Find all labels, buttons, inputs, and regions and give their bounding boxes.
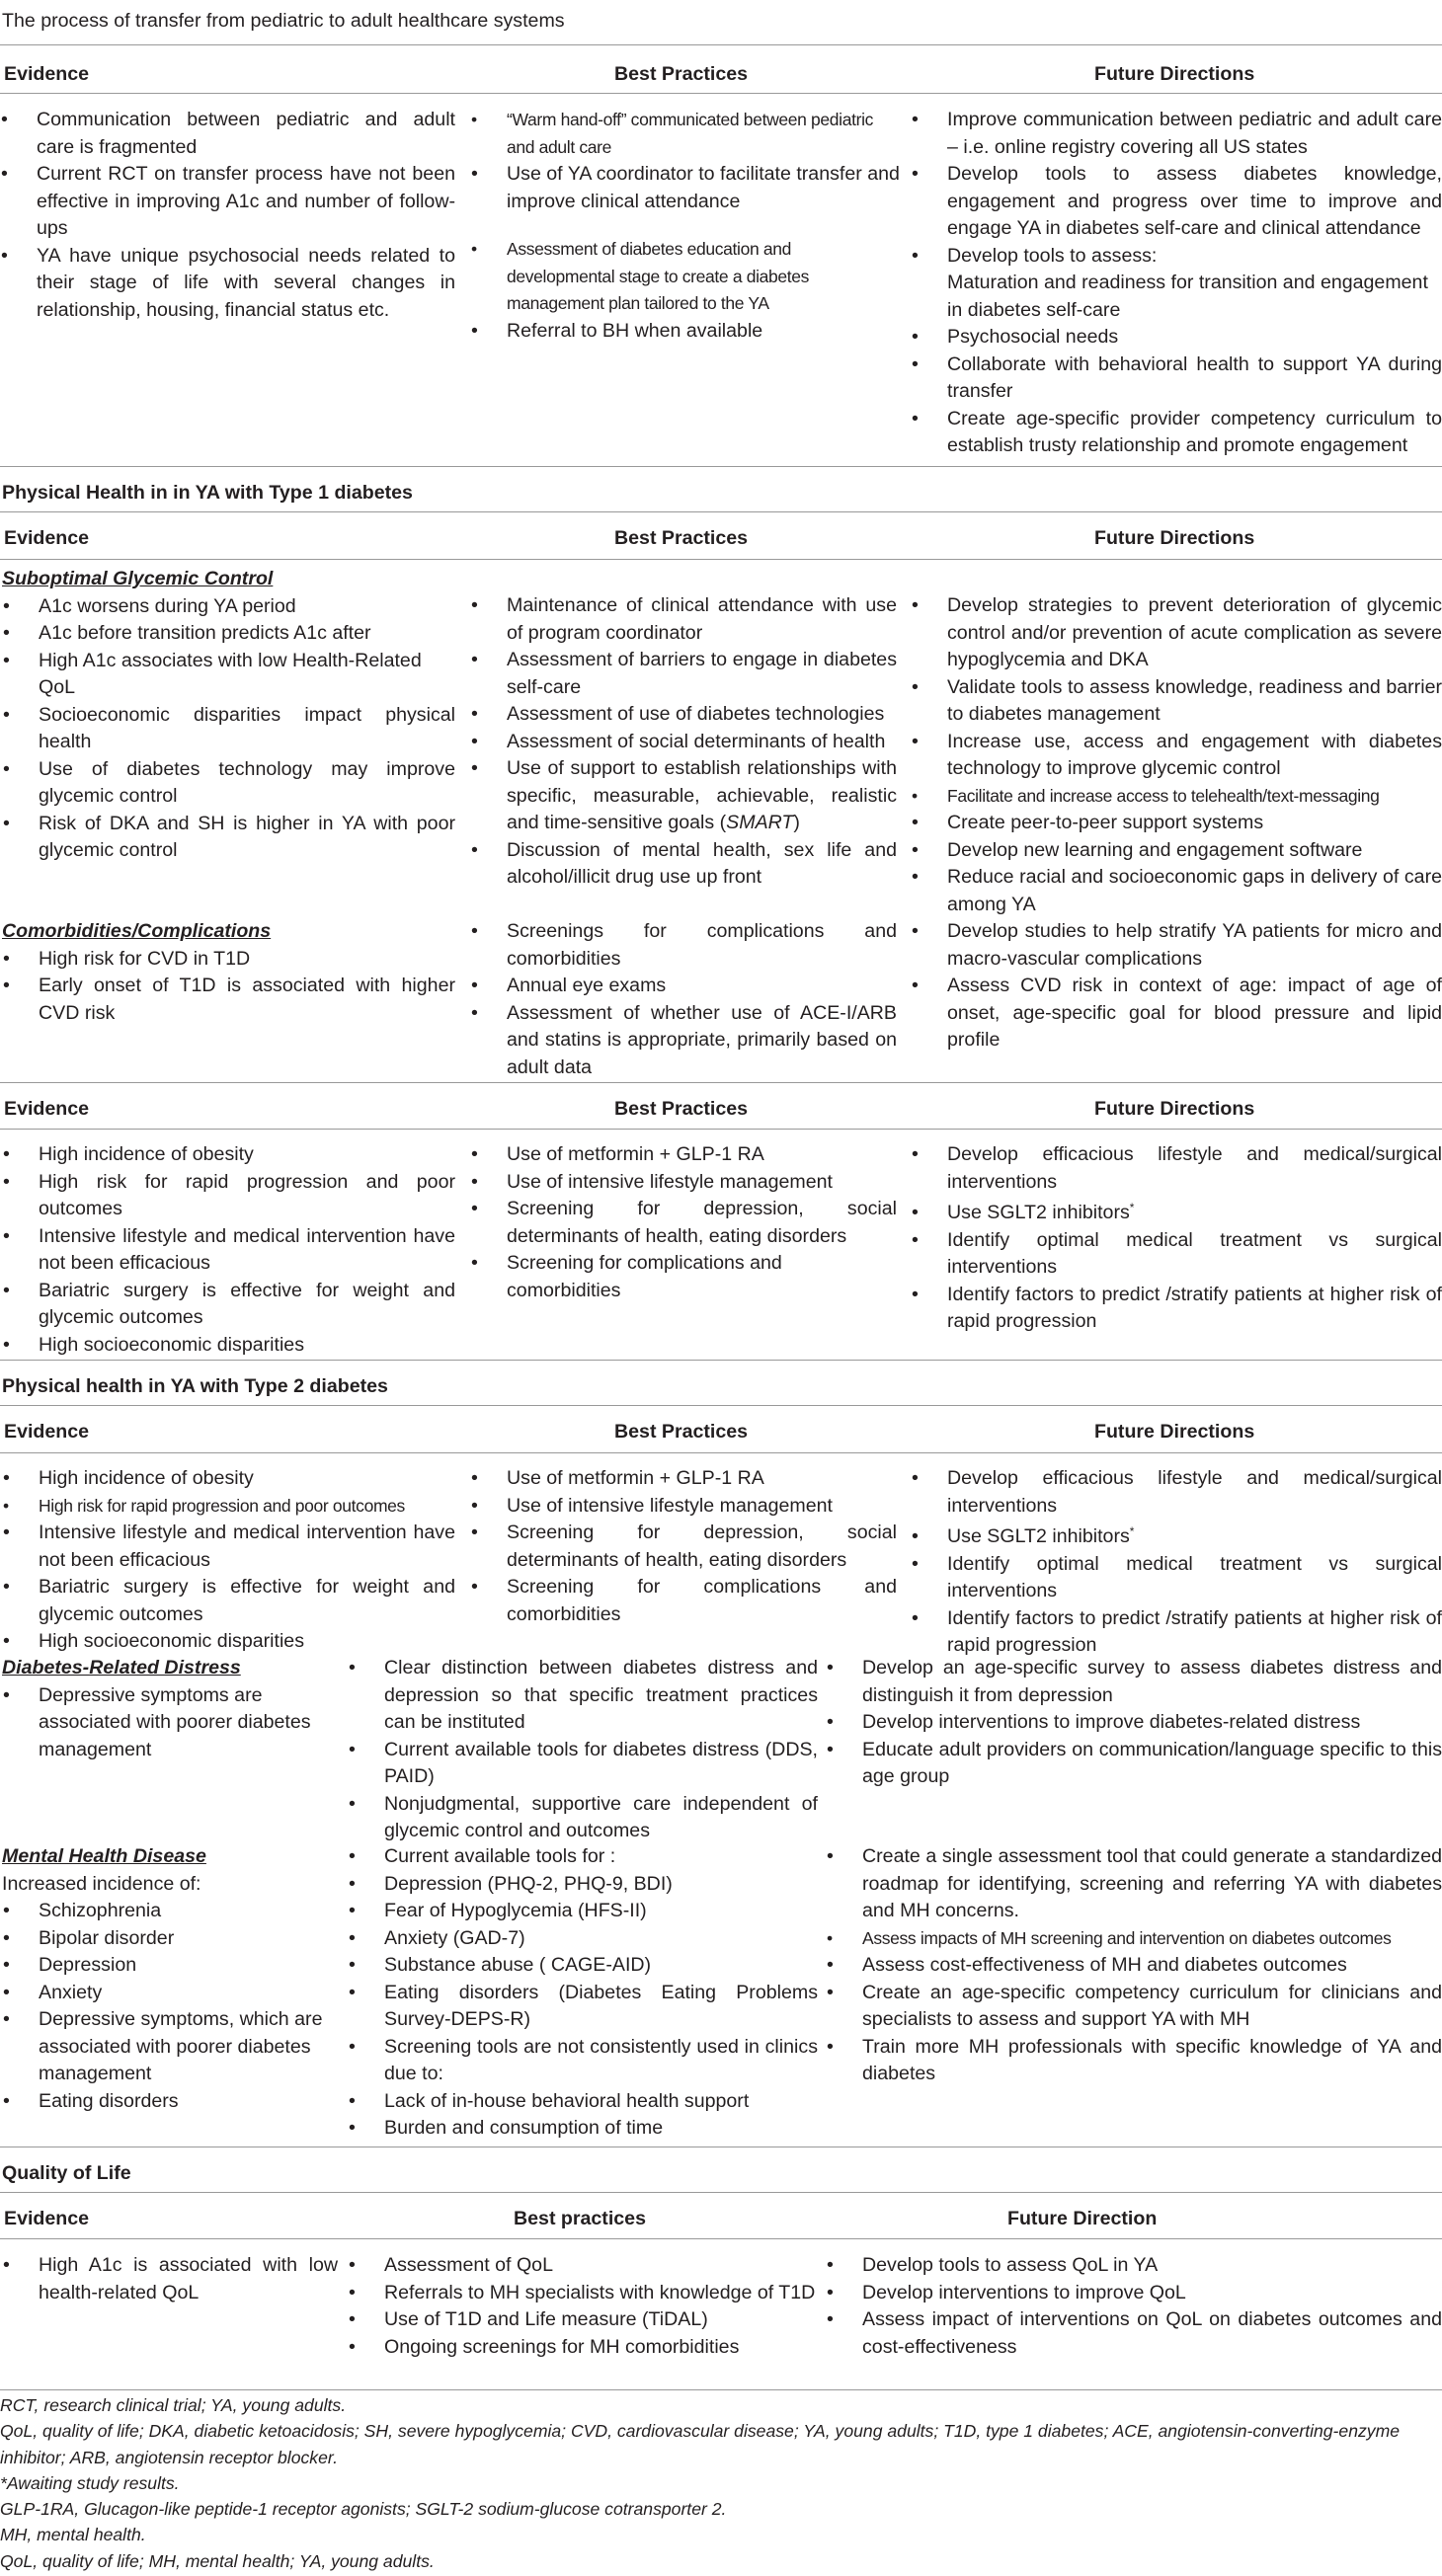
- list-item-text: Use SGLT2 inhibitors: [947, 1202, 1130, 1223]
- subsection-title: Suboptimal Glycemic Control: [2, 568, 274, 589]
- list-item: • High socioeconomic disparities: [2, 1628, 455, 1656]
- list-item-text: Use SGLT2 inhibitors: [947, 1525, 1130, 1547]
- list-item: • High incidence of obesity: [2, 1465, 455, 1493]
- list-item: Maturation and readiness for transition and engagement in diabetes self-care: [947, 272, 1428, 321]
- list-item: • YA have unique psychosocial needs related to their stage of life with several changes in relationship, housing, financial status etc.: [0, 243, 455, 325]
- list-item: • Use of diabetes technology may improve glycemic control: [2, 756, 455, 811]
- list-item: • Risk of DKA and SH is higher in YA with poor glycemic control: [2, 811, 455, 865]
- list-item-text: Use of support to establish relationships with specific, measurable, achievable, realistic and time-sensitive goals (: [507, 757, 897, 833]
- transfer-evidence-column: [0, 107, 455, 324]
- list-item: • Develop studies to help stratify YA patients for micro and macro-vascular complications: [911, 918, 1442, 973]
- list-item: • Develop tools to assess:: [911, 243, 1442, 271]
- section-title-t1d: Physical Health in in YA with Type 1 diabetes: [2, 482, 413, 504]
- divider: [0, 1129, 1442, 1130]
- list-item: • Develop tools to assess diabetes knowledge, engagement and progress over time to improve and engage YA in diabetes self-care and clinical attendance: [911, 161, 1442, 243]
- list-item: • Nonjudgmental, supportive care independent of glycemic control and outcomes: [348, 1791, 818, 1845]
- list-item: • Screenings for complications and comorbidities: [470, 918, 897, 973]
- divider: [0, 1405, 1442, 1406]
- glycemic-future-column: [911, 592, 1442, 918]
- list-item: • Create peer-to-peer support systems: [911, 810, 1442, 837]
- list-item: • Eating disorders (Diabetes Eating Problems Survey-DEPS-R): [348, 1980, 818, 2034]
- divider: [0, 2238, 1442, 2239]
- list-item: [911, 1523, 1442, 1551]
- list-item: • Assessment of use of diabetes technologies: [470, 701, 897, 729]
- list-item: • Substance abuse ( CAGE-AID): [348, 1952, 818, 1980]
- column-header-best-practices: Best Practices: [614, 1098, 749, 1120]
- column-header-evidence: Evidence: [4, 63, 90, 85]
- column-header-future-directions: Future Directions: [1094, 1098, 1255, 1120]
- list-item: • Current RCT on transfer process have not been effective in improving A1c and number of follow-ups: [0, 161, 455, 243]
- list-item: • Develop efficacious lifestyle and medical/surgical interventions: [911, 1141, 1442, 1196]
- list-item: • Use of intensive lifestyle management: [470, 1493, 897, 1521]
- list-item: • Screening for complications and comorbidities: [470, 1574, 897, 1628]
- list-item: • Socioeconomic disparities impact physical health: [2, 702, 455, 756]
- divider: [0, 511, 1442, 512]
- footnote-marker: *: [1129, 1524, 1135, 1538]
- list-item: • Identify factors to predict /stratify patients at higher risk of rapid progression: [911, 1282, 1442, 1336]
- block3-future-column: [911, 1141, 1442, 1336]
- divider: [0, 44, 1442, 45]
- section-title-qol: Quality of Life: [2, 2162, 131, 2184]
- list-item: • Depressive symptoms, which are associated with poorer diabetes management: [2, 2006, 338, 2088]
- list-item: • High risk for CVD in T1D: [2, 946, 455, 974]
- list-item: • High risk for rapid progression and poor outcomes: [2, 1169, 455, 1223]
- list-item: • Referral to BH when available: [470, 318, 902, 346]
- column-header-best-practices: Best practices: [514, 2208, 646, 2229]
- qol-best-practices-column: [348, 2252, 818, 2361]
- list-item: • Maintenance of clinical attendance with use of program coordinator: [470, 592, 897, 647]
- list-item: • Discussion of mental health, sex life and alcohol/illicit drug use up front: [470, 837, 897, 892]
- subsection-title: Comorbidities/Complications: [2, 920, 272, 942]
- table-title: The process of transfer from pediatric to adult healthcare systems: [2, 10, 565, 32]
- mental-health-best-practices-column: [348, 1843, 818, 2143]
- list-item: • Bariatric surgery is effective for weight and glycemic outcomes: [2, 1278, 455, 1332]
- comorbidities-future-column: [911, 918, 1442, 1054]
- list-item: • Depression (PHQ-2, PHQ-9, BDI): [348, 1871, 818, 1899]
- list-item-text: ): [793, 812, 800, 833]
- list-item: • Use of metformin + GLP-1 RA: [470, 1465, 897, 1493]
- list-item: • Use of intensive lifestyle management: [470, 1169, 897, 1197]
- list-item: • Facilitate and increase access to telehealth/text-messaging: [911, 783, 1442, 811]
- list-item: • Collaborate with behavioral health to support YA during transfer: [911, 351, 1442, 406]
- list-item: • Assessment of whether use of ACE-I/ARB and statins is appropriate, primarily based on adult data: [470, 1000, 897, 1082]
- column-header-future-directions: Future Directions: [1094, 63, 1255, 85]
- list-item: • Identify optimal medical treatment vs surgical interventions: [911, 1227, 1442, 1282]
- qol-future-column: [826, 2252, 1442, 2361]
- t2d-evidence-column: [2, 1465, 455, 1656]
- list-item: • Anxiety: [2, 1980, 338, 2007]
- footnote: QoL, quality of life; MH, mental health; YA, young adults.: [0, 2550, 435, 2571]
- t2d-future-column: [911, 1465, 1442, 1660]
- list-item: • Depression: [2, 1952, 338, 1980]
- list-item: • A1c worsens during YA period: [2, 593, 455, 621]
- list-intro: Increased incidence of:: [2, 1872, 201, 1895]
- list-item: • Assess cost-effectiveness of MH and diabetes outcomes: [826, 1952, 1442, 1980]
- list-item: • Use of T1D and Life measure (TiDAL): [348, 2306, 818, 2334]
- list-item: • Intensive lifestyle and medical intervention have not been efficacious: [2, 1520, 455, 1574]
- column-header-future-directions: Future Direction: [1007, 2208, 1158, 2229]
- divider: [0, 93, 1442, 94]
- column-header-evidence: Evidence: [4, 2208, 90, 2229]
- list-item: • High risk for rapid progression and poor outcomes: [2, 1493, 455, 1521]
- column-header-best-practices: Best Practices: [614, 63, 749, 85]
- list-item: • Create a single assessment tool that could generate a standardized roadmap for identifying, screening and referring YA with diabetes and MH concerns.: [826, 1843, 1442, 1925]
- list-item: • Develop interventions to improve diabetes-related distress: [826, 1709, 1442, 1737]
- transfer-future-column: [911, 107, 1442, 460]
- list-item: • Current available tools for diabetes distress (DDS, PAID): [348, 1737, 818, 1791]
- list-item: [470, 755, 897, 837]
- divider: [0, 1452, 1442, 1453]
- subsection-title: Diabetes-Related Distress: [2, 1657, 241, 1678]
- list-item: • Lack of in-house behavioral health support: [348, 2088, 818, 2116]
- list-item: • Develop interventions to improve QoL: [826, 2280, 1442, 2307]
- footnote: GLP-1RA, Glucagon-like peptide-1 receptor agonists; SGLT-2 sodium-glucose cotransporter 2.: [0, 2499, 727, 2520]
- divider: [0, 1082, 1442, 1083]
- mental-health-evidence-column: [2, 1843, 338, 2115]
- smart-acronym: SMART: [726, 812, 794, 833]
- list-item: • Develop an age-specific survey to assess diabetes distress and distinguish it from depression: [826, 1655, 1442, 1709]
- column-header-future-directions: Future Directions: [1094, 1421, 1255, 1443]
- list-item: • Screening tools are not consistently used in clinics due to:: [348, 2034, 818, 2088]
- comorbidities-best-practices-column: [470, 918, 897, 1081]
- list-item: • Assessment of diabetes education and developmental stage to create a diabetes management plan tailored to the YA: [470, 236, 902, 318]
- divider: [0, 1360, 1442, 1361]
- list-item: • High A1c is associated with low health-related QoL: [2, 2252, 338, 2306]
- transfer-best-practices-column: [470, 107, 902, 345]
- column-header-evidence: Evidence: [4, 1098, 90, 1120]
- list-item: • Create an age-specific competency curriculum for clinicians and specialists to assess and support YA with MH: [826, 1980, 1442, 2034]
- list-item: • Create age-specific provider competency curriculum to establish trusty relationship and promote engagement: [911, 406, 1442, 460]
- list-item: • Psychosocial needs: [911, 324, 1442, 351]
- list-item: • Annual eye exams: [470, 973, 897, 1000]
- list-item: • Increase use, access and engagement with diabetes technology to improve glycemic control: [911, 729, 1442, 783]
- distress-evidence-column: [2, 1655, 338, 1763]
- t2d-best-practices-column: [470, 1465, 897, 1628]
- footnote: RCT, research clinical trial; YA, young adults.: [0, 2395, 347, 2415]
- list-item: • Assessment of barriers to engage in diabetes self-care: [470, 647, 897, 701]
- list-item: • Develop tools to assess QoL in YA: [826, 2252, 1442, 2280]
- block3-evidence-column: [2, 1141, 455, 1359]
- list-item: • Develop new learning and engagement software: [911, 837, 1442, 865]
- glycemic-best-practices-column: [470, 592, 897, 892]
- list-item: • Assess impact of interventions on QoL on diabetes outcomes and cost-effectiveness: [826, 2306, 1442, 2361]
- list-item: [911, 1200, 1442, 1227]
- list-item: • Screening for depression, social determinants of health, eating disorders: [470, 1520, 897, 1574]
- footnote: MH, mental health.: [0, 2525, 146, 2545]
- list-item: • Assessment of social determinants of health: [470, 729, 897, 756]
- list-item: • Current available tools for :: [348, 1843, 818, 1871]
- list-item: • Fear of Hypoglycemia (HFS-II): [348, 1898, 818, 1925]
- list-item: • Develop efficacious lifestyle and medical/surgical interventions: [911, 1465, 1442, 1520]
- block3-best-practices-column: [470, 1141, 897, 1304]
- list-item: • Screening for depression, social determinants of health, eating disorders: [470, 1196, 897, 1250]
- distress-future-column: [826, 1655, 1442, 1791]
- divider: [0, 466, 1442, 467]
- footnote: *Awaiting study results.: [0, 2472, 180, 2493]
- list-item: • Anxiety (GAD-7): [348, 1925, 818, 1953]
- list-item: • Eating disorders: [2, 2088, 338, 2116]
- mental-health-future-column: [826, 1843, 1442, 2088]
- list-item: • Identify factors to predict /stratify patients at higher risk of rapid progression: [911, 1605, 1442, 1660]
- divider: [0, 2192, 1442, 2193]
- column-header-best-practices: Best Practices: [614, 527, 749, 549]
- footnote-marker: *: [1129, 1201, 1135, 1214]
- list-item: • A1c before transition predicts A1c after: [2, 620, 455, 648]
- list-item: • Bipolar disorder: [2, 1925, 338, 1953]
- column-header-evidence: Evidence: [4, 527, 90, 549]
- list-item: • Educate adult providers on communication/language specific to this age group: [826, 1737, 1442, 1791]
- list-item: • Burden and consumption of time: [348, 2115, 818, 2143]
- list-item: • Use of metformin + GLP-1 RA: [470, 1141, 897, 1169]
- list-item: • Validate tools to assess knowledge, readiness and barrier to diabetes management: [911, 674, 1442, 729]
- list-item: • Assess CVD risk in context of age: impact of age of onset, age-specific goal for blood pressure and lipid profile: [911, 973, 1442, 1054]
- distress-best-practices-column: [348, 1655, 818, 1845]
- footnote: QoL, quality of life; DKA, diabetic ketoacidosis; SH, severe hypoglycemia; CVD, cardiovascular disease; YA, young adults; T1D, type 1 diabetes; ACE, angiotensin-converting-enzyme: [0, 2421, 1401, 2442]
- list-item: • Bariatric surgery is effective for weight and glycemic outcomes: [2, 1574, 455, 1628]
- list-item: • Schizophrenia: [2, 1898, 338, 1925]
- column-header-future-directions: Future Directions: [1094, 527, 1255, 549]
- divider: [0, 559, 1442, 560]
- list-item: • Use of YA coordinator to facilitate transfer and improve clinical attendance: [470, 161, 902, 215]
- qol-evidence-column: [2, 2252, 338, 2306]
- divider: [0, 2389, 1442, 2390]
- column-header-best-practices: Best Practices: [614, 1421, 749, 1443]
- list-item: • High A1c associates with low Health-Related QoL: [2, 648, 455, 702]
- list-item: • Assessment of QoL: [348, 2252, 818, 2280]
- table-footnotes: [0, 2392, 1442, 2574]
- list-item: • High incidence of obesity: [2, 1141, 455, 1169]
- list-item: • Train more MH professionals with specific knowledge of YA and diabetes: [826, 2034, 1442, 2088]
- footnote: inhibitor; ARB, angiotensin receptor blocker.: [0, 2447, 338, 2467]
- list-item: • Assess impacts of MH screening and intervention on diabetes outcomes: [826, 1925, 1442, 1953]
- list-item: • Referrals to MH specialists with knowledge of T1D: [348, 2280, 818, 2307]
- section-title-t2d: Physical health in YA with Type 2 diabetes: [2, 1375, 388, 1397]
- list-item: • High socioeconomic disparities: [2, 1332, 455, 1360]
- comorbidities-evidence-column: [2, 918, 455, 1027]
- list-item: • Improve communication between pediatric and adult care – i.e. online registry covering all US states: [911, 107, 1442, 161]
- list-item: • Identify optimal medical treatment vs surgical interventions: [911, 1551, 1442, 1605]
- list-item: • Communication between pediatric and adult care is fragmented: [0, 107, 455, 161]
- list-item: • Clear distinction between diabetes distress and depression so that specific treatment practices can be instituted: [348, 1655, 818, 1737]
- list-item: • Develop strategies to prevent deterioration of glycemic control and/or prevention of acute complication as severe hypoglycemia and DKA: [911, 592, 1442, 674]
- list-item: • Early onset of T1D is associated with higher CVD risk: [2, 973, 455, 1027]
- list-item: • Screening for complications and comorbidities: [470, 1250, 897, 1304]
- list-item: • Ongoing screenings for MH comorbidities: [348, 2334, 818, 2362]
- list-item: • Depressive symptoms are associated with poorer diabetes management: [2, 1682, 338, 1764]
- column-header-evidence: Evidence: [4, 1421, 90, 1443]
- list-item: • “Warm hand-off” communicated between pediatric and adult care: [470, 107, 902, 161]
- glycemic-evidence-column: [2, 566, 455, 865]
- subsection-title: Mental Health Disease: [2, 1845, 206, 1867]
- list-item: • Intensive lifestyle and medical intervention have not been efficacious: [2, 1223, 455, 1278]
- list-item: • Reduce racial and socioeconomic gaps in delivery of care among YA: [911, 864, 1442, 918]
